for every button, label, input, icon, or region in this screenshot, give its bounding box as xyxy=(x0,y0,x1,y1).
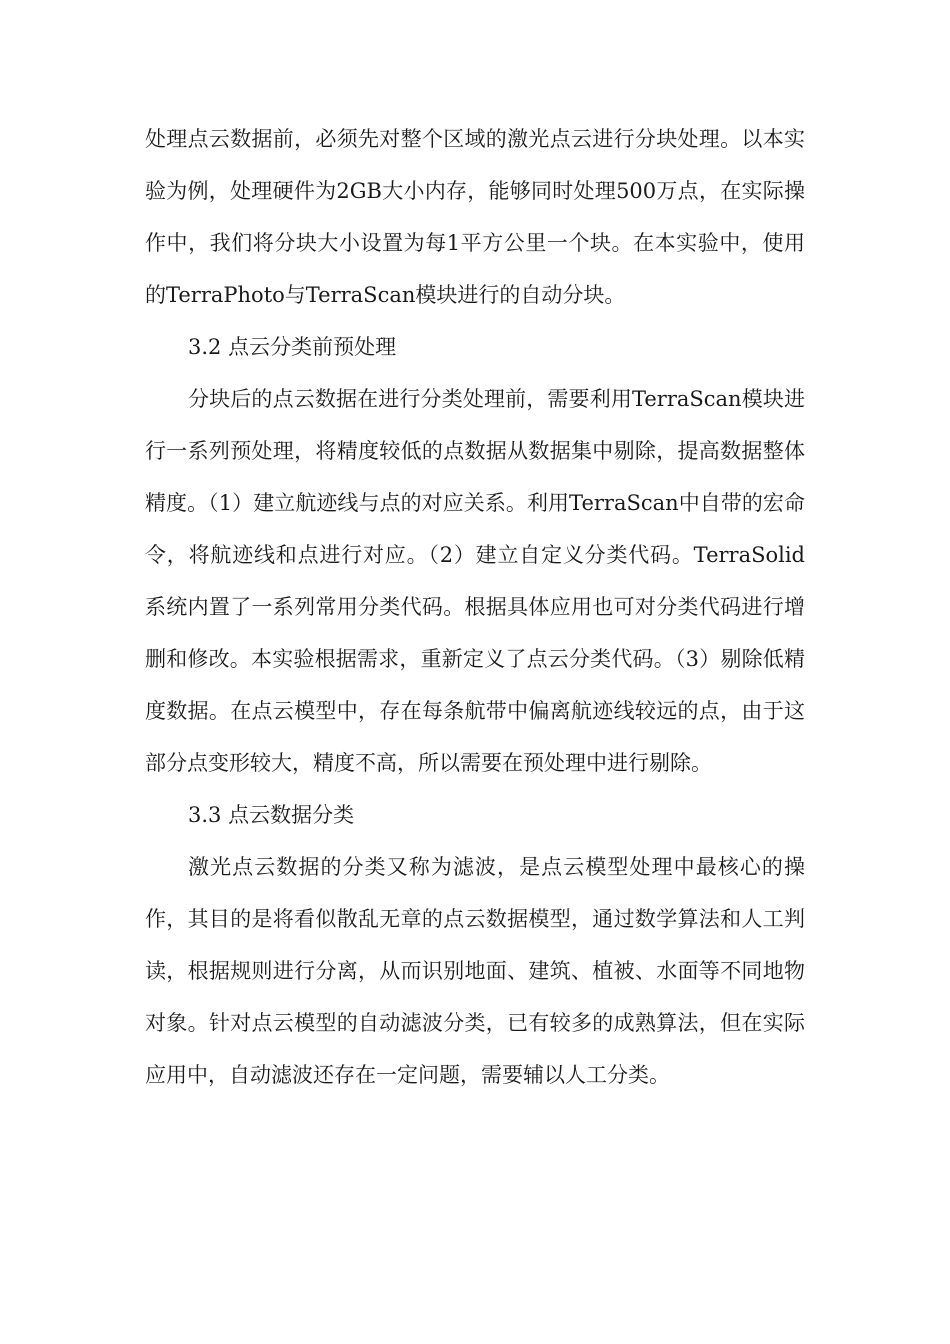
section-heading: 3.3 点云数据分类 xyxy=(188,803,355,827)
body-paragraph: 分块后的点云数据在进行分类处理前，需要利用TerraScan模块进行一系列预处理，将精度较低的点数据从数据集中剔除，提高数据整体精度。（1）建立航迹线与点的对应关系。利用TerraScan中自带的宏命令，将航迹线和点进行对应。（2）建立自定义分类代码。TerraSolid系统内置了一系列常用分类代码。根据具体应用也可对分类代码进行增删和修改。本实验根据需求，重新定义了点云分类代码。（3）剔除低精度数据。在点云模型中，存在每条航带中偏离航迹线较远的点，由于这部分点变形较大，精度不高，所以需要在预处理中进行剔除。 xyxy=(145,387,805,775)
section-heading: 3.2 点云分类前预处理 xyxy=(188,335,397,359)
body-paragraph: 激光点云数据的分类又称为滤波，是点云模型处理中最核心的操作，其目的是将看似散乱无章的点云数据模型，通过数学算法和人工判读，根据规则进行分离，从而识别地面、建筑、植被、水面等不同地物对象。针对点云模型的自动滤波分类，已有较多的成熟算法，但在实际应用中，自动滤波还存在一定问题，需要辅以人工分类。 xyxy=(145,855,805,1087)
document-body xyxy=(145,113,805,1101)
body-paragraph: 处理点云数据前，必须先对整个区域的激光点云进行分块处理。以本实验为例，处理硬件为2GB大小内存，能够同时处理500万点，在实际操作中，我们将分块大小设置为每1平方公里一个块。在本实验中，使用的TerraPhoto与TerraScan模块进行的自动分块。 xyxy=(145,127,805,307)
